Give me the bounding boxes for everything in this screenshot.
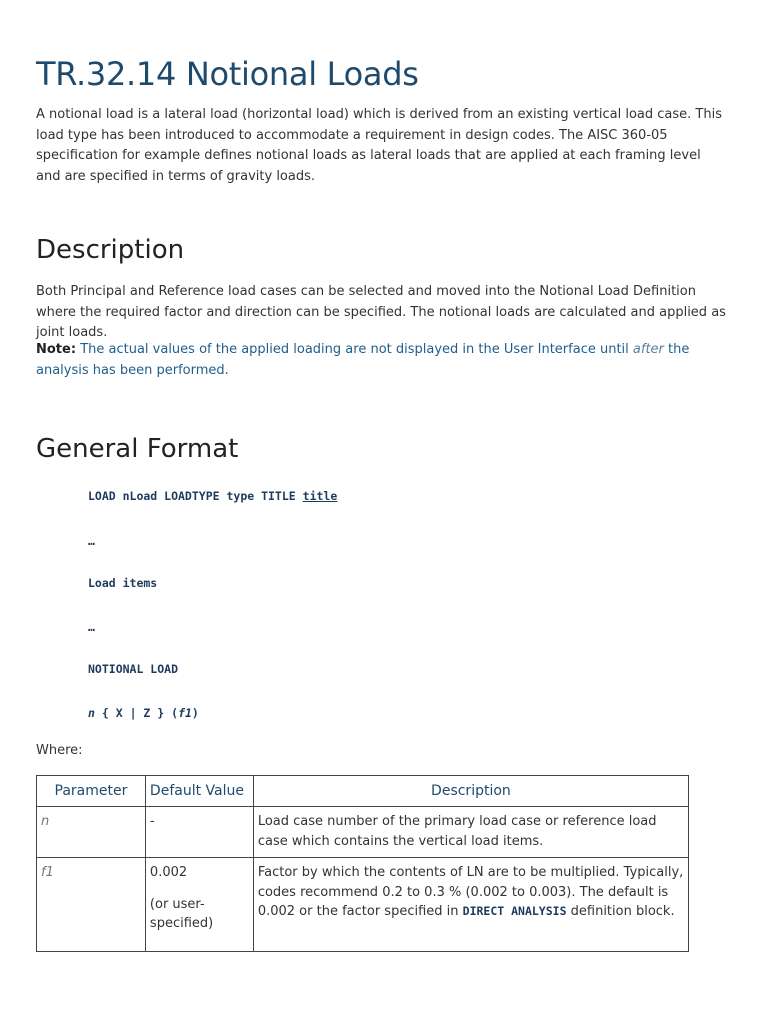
table-cell-default [145, 858, 253, 952]
note-paragraph [36, 340, 726, 381]
description-heading: Description [36, 235, 185, 265]
note-text-after: the analysis has been performed. [36, 342, 690, 378]
syntax-f1: f1 [178, 706, 192, 720]
where-label: Where: [36, 743, 83, 758]
syntax-notional-params [88, 705, 199, 721]
syntax-factor-open: ( [171, 706, 179, 720]
note-text-before: The actual values of the applied loading are not displayed in the User Interface until [80, 342, 629, 357]
general-format-heading: General Format [36, 434, 239, 464]
description-code: DIRECT ANALYSIS [462, 904, 567, 918]
table-cell-description: Load case number of the primary load case or reference load case which contains the vertical load items. [253, 807, 688, 858]
syntax-load-items: Load items [88, 576, 158, 590]
parameter-table [36, 775, 689, 952]
page-title: TR.32.14 Notional Loads [36, 55, 419, 93]
syntax-direction-options: { X | Z } [101, 706, 165, 720]
column-header-parameter: Parameter [37, 776, 146, 807]
table-row [37, 858, 689, 952]
syntax-title-param: title [302, 489, 338, 503]
note-emphasis: after [632, 342, 664, 357]
table-cell-description [253, 858, 688, 952]
table-cell-default: - [145, 807, 253, 858]
description-paragraph: Both Principal and Reference load cases can be selected and moved into the Notional Load Definition where the required factor and direction can be specified. The notional loads are calculated and applied as joint loads. [36, 284, 726, 340]
syntax-factor-close: ) [191, 706, 199, 720]
default-value: 0.002 [149, 865, 188, 880]
note-label: Note: [36, 342, 77, 357]
syntax-load-prefix: LOAD nLoad LOADTYPE type TITLE [88, 489, 296, 503]
intro-paragraph: A notional load is a lateral load (horizontal load) which is derived from an existing vertical load case. This load type has been introduced to accommodate a requirement in design codes. The AISC 360-05 specification for example defines notional loads as lateral loads that are applied at each framing level and are specified in terms of gravity loads. [36, 107, 722, 184]
column-header-default-value: Default Value [145, 776, 253, 807]
table-row [37, 807, 689, 858]
syntax-ellipsis-1: … [88, 534, 95, 548]
syntax-ellipsis-2: … [88, 620, 95, 634]
description-text: Factor by which the contents of LN are to be multiplied. Typically, codes recommend 0.2 to 0.3 % (0.002 to 0.003). The default is 0.002 or the factor specified in [257, 865, 684, 919]
default-value-note: (or user-specified) [149, 896, 214, 931]
column-header-description: Description [253, 776, 688, 807]
table-cell-parameter: n [37, 807, 146, 858]
syntax-notional-load: NOTIONAL LOAD [88, 662, 179, 676]
table-header-row [37, 776, 689, 807]
table-cell-parameter: f1 [37, 858, 146, 952]
syntax-n: n [88, 706, 95, 720]
syntax-line-load [88, 488, 337, 504]
description-tail: definition block. [570, 904, 675, 919]
